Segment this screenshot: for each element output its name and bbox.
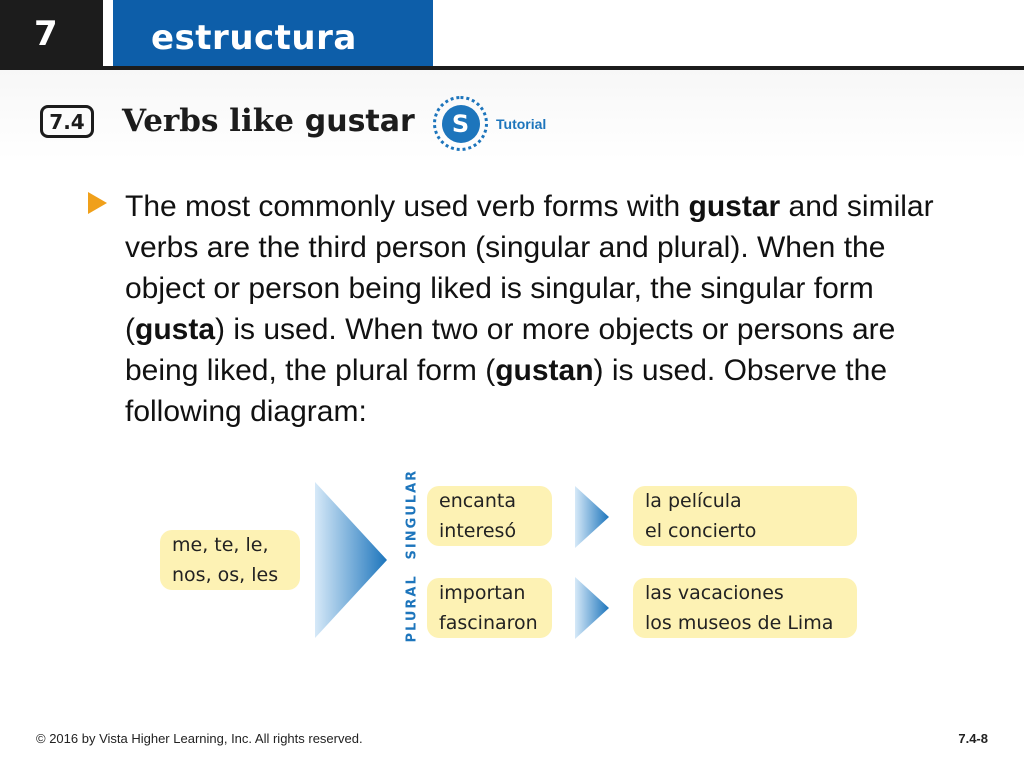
copyright-text: © 2016 by Vista Higher Learning, Inc. All rights reserved. bbox=[36, 731, 363, 746]
page-number: 7.4-8 bbox=[958, 731, 988, 746]
bullet-bold-word: gustar bbox=[688, 190, 781, 223]
singular-objects-box bbox=[633, 486, 857, 546]
bullet-text-part: ) is used. When two or more objects or persons are being liked, the plural form ( bbox=[125, 313, 896, 387]
tutorial-icon-letter: S bbox=[442, 105, 480, 143]
plural-label: PLURAL bbox=[404, 574, 420, 643]
object-item: la película bbox=[645, 490, 742, 512]
small-arrow-icon bbox=[575, 577, 609, 639]
pronouns-line: me, te, le, bbox=[172, 534, 269, 556]
section-title-bold: gustar bbox=[304, 104, 415, 139]
verb-item: encanta bbox=[439, 490, 516, 512]
chapter-title: estructura bbox=[113, 0, 433, 68]
object-item: los museos de Lima bbox=[645, 612, 834, 634]
singular-verbs-box bbox=[427, 486, 552, 546]
tutorial-label: Tutorial bbox=[496, 115, 547, 132]
section-number: 7.4 bbox=[40, 105, 94, 138]
verb-item: importan bbox=[439, 582, 526, 604]
section-title-prefix: Verbs like bbox=[122, 103, 305, 139]
bullet-text-part: The most commonly used verb forms with bbox=[125, 190, 689, 223]
plural-objects-box bbox=[633, 578, 857, 638]
pronouns-line: nos, os, les bbox=[172, 564, 279, 586]
verb-item: fascinaron bbox=[439, 612, 538, 634]
big-arrow-icon bbox=[315, 482, 387, 638]
bullet-text-part: and similar verbs are the third person (singular and plural). When the object or person being liked is singular, the singular form ( bbox=[125, 190, 934, 346]
object-item: las vacaciones bbox=[645, 582, 784, 604]
small-arrow-icon bbox=[575, 486, 609, 548]
object-item: el concierto bbox=[645, 520, 757, 542]
plural-verbs-box bbox=[427, 578, 552, 638]
chapter-number: 7 bbox=[0, 0, 103, 68]
verb-item: interesó bbox=[439, 520, 517, 542]
bullet-bold-word: gusta bbox=[135, 313, 216, 346]
singular-label: SINGULAR bbox=[404, 468, 420, 560]
bullet-bold-word: gustan bbox=[495, 354, 594, 387]
bullet-text-part: ) is used. Observe the following diagram: bbox=[125, 354, 887, 428]
pronouns-box bbox=[160, 530, 300, 590]
